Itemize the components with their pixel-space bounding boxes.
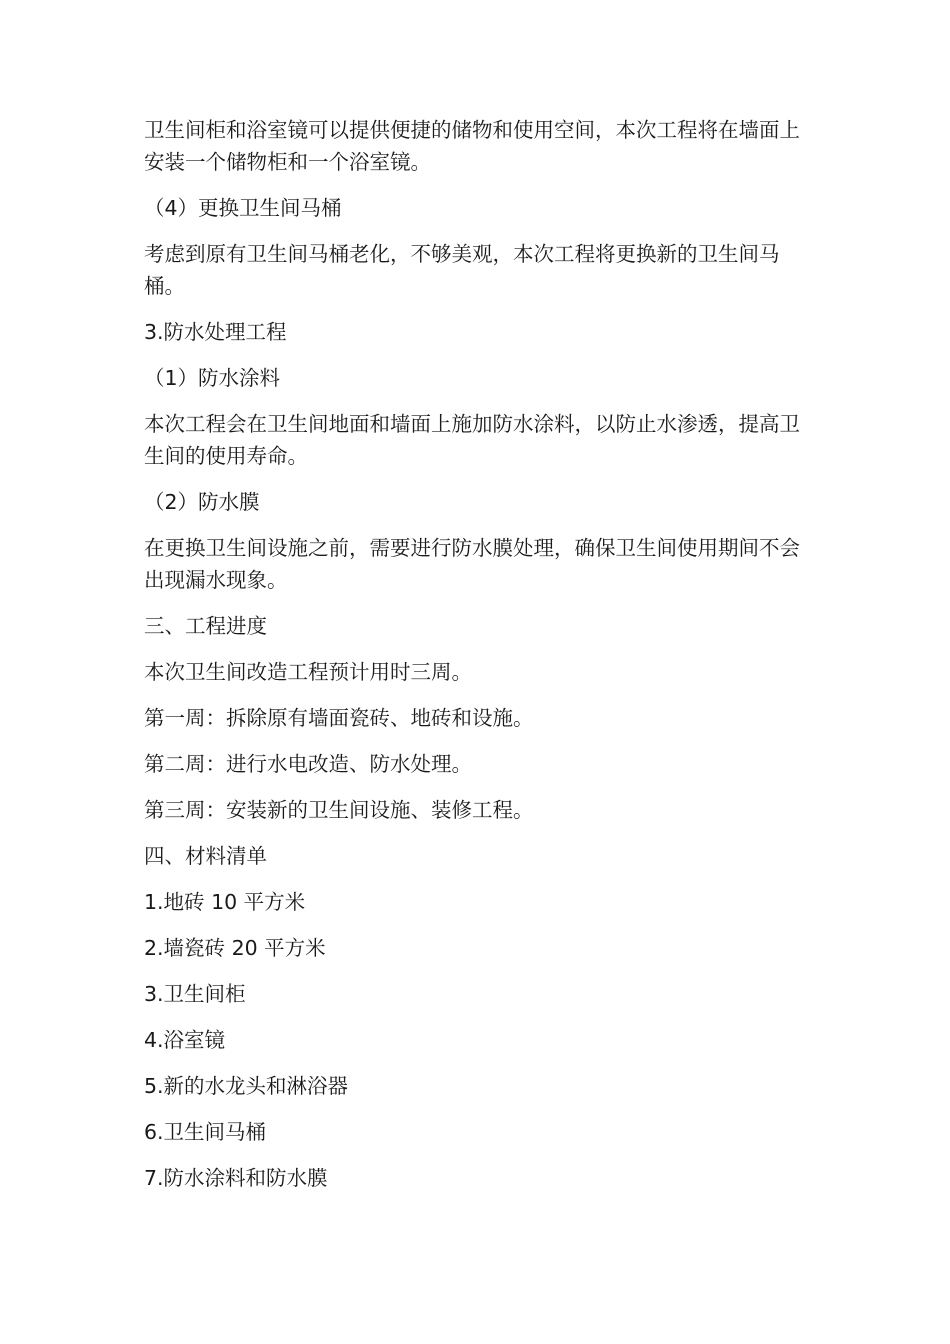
paragraph-schedule-summary: 本次卫生间改造工程预计用时三周。 (144, 660, 472, 684)
paragraph-cabinet-mirror: 卫生间柜和浴室镜可以提供便捷的储物和使用空间，本次工程将在墙面上安装一个储物柜和一个浴室镜。 (144, 118, 800, 174)
material-item: 6.卫生间马桶 (144, 1120, 267, 1144)
heading-materials: 四、材料清单 (144, 844, 267, 868)
material-item: 2.墙瓷砖 20 平方米 (144, 936, 326, 960)
paragraph-waterproof-membrane: 在更换卫生间设施之前，需要进行防水膜处理，确保卫生间使用期间不会出现漏水现象。 (144, 536, 800, 592)
heading-waterproof-membrane: （2）防水膜 (144, 490, 260, 514)
heading-schedule: 三、工程进度 (144, 614, 267, 638)
schedule-week-3: 第三周：安装新的卫生间设施、装修工程。 (144, 798, 534, 822)
heading-replace-toilet: （4）更换卫生间马桶 (144, 196, 342, 220)
material-item: 7.防水涂料和防水膜 (144, 1166, 328, 1190)
paragraph-waterproof-coating: 本次工程会在卫生间地面和墙面上施加防水涂料，以防止水渗透，提高卫生间的使用寿命。 (144, 412, 800, 468)
material-item: 3.卫生间柜 (144, 982, 246, 1006)
material-item: 1.地砖 10 平方米 (144, 890, 306, 914)
paragraph-toilet: 考虑到原有卫生间马桶老化，不够美观，本次工程将更换新的卫生间马桶。 (144, 242, 780, 298)
heading-waterproofing: 3.防水处理工程 (144, 320, 287, 344)
schedule-week-1: 第一周：拆除原有墙面瓷砖、地砖和设施。 (144, 706, 534, 730)
material-item: 5.新的水龙头和淋浴器 (144, 1074, 349, 1098)
document-body (144, 114, 804, 1208)
schedule-week-2: 第二周：进行水电改造、防水处理。 (144, 752, 472, 776)
heading-waterproof-coating: （1）防水涂料 (144, 366, 281, 390)
material-item: 4.浴室镜 (144, 1028, 226, 1052)
